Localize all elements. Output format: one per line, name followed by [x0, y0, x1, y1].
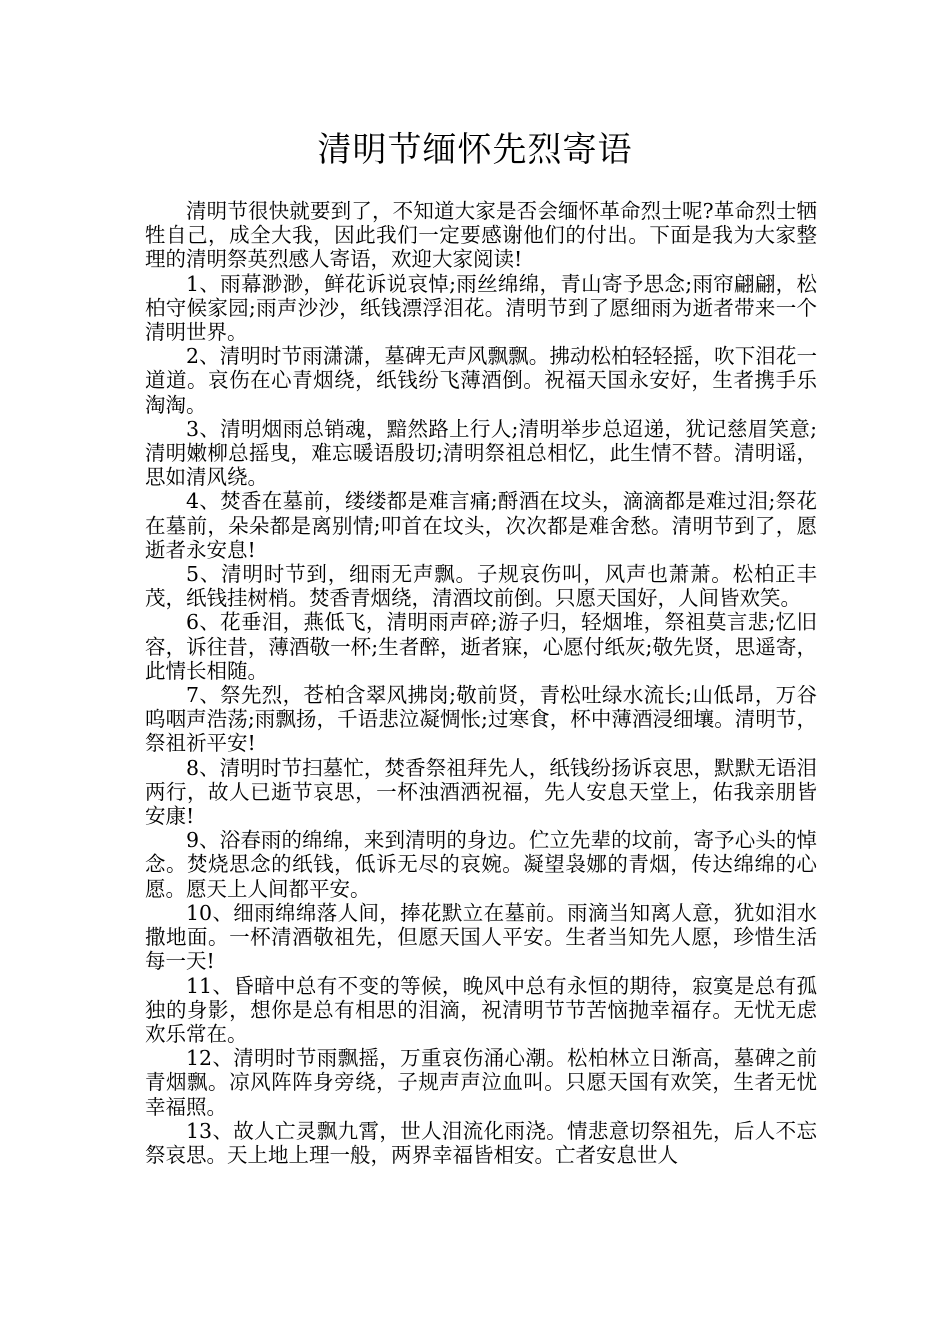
message-paragraph-2: 2、清明时节雨潇潇，墓碑无声风飘飘。拂动松柏轻轻摇，吹下泪花一道道。哀伤在心青烟绕，纸钱纷飞薄酒倒。祝福天国永安好，生者携手乐淘淘。	[145, 344, 817, 417]
message-paragraph-9: 9、浴春雨的绵绵，来到清明的身边。伫立先辈的坟前，寄予心头的悼念。焚烧思念的纸钱，低诉无尽的哀婉。凝望袅娜的青烟，传达绵绵的心愿。愿天上人间都平安。	[145, 828, 817, 901]
message-paragraph-4: 4、焚香在墓前，缕缕都是难言痛;酹酒在坟头，滴滴都是难过泪;祭花在墓前，朵朵都是离别情;叩首在坟头，次次都是难舍愁。清明节到了，愿逝者永安息!	[145, 489, 817, 562]
document-body	[145, 199, 817, 1167]
message-paragraph-8: 8、清明时节扫墓忙，焚香祭祖拜先人，纸钱纷扬诉哀思，默默无语泪两行，故人已逝节哀思，一杯浊酒洒祝福，先人安息天堂上，佑我亲朋皆安康!	[145, 755, 817, 829]
intro-paragraph: 清明节很快就要到了，不知道大家是否会缅怀革命烈士呢?革命烈士牺牲自己，成全大我，因此我们一定要感谢他们的付出。下面是我为大家整理的清明祭英烈感人寄语，欢迎大家阅读!	[145, 199, 817, 272]
message-paragraph-13: 13、故人亡灵飘九霄，世人泪流化雨浇。情悲意切祭祖先，后人不忘祭哀思。天上地上理一般，两界幸福皆相安。亡者安息世人	[145, 1118, 817, 1167]
document-title: 清明节缅怀先烈寄语	[317, 130, 633, 170]
message-paragraph-7: 7、祭先烈，苍柏含翠风拂岗;敬前贤，青松吐绿水流长;山低昂，万谷呜咽声浩荡;雨飘扬，千语悲泣凝惆怅;过寒食，杯中薄酒浸细壤。清明节，祭祖祈平安!	[145, 683, 817, 756]
message-paragraph-6: 6、花垂泪，燕低飞，清明雨声碎;游子归，轻烟堆，祭祖莫言悲;忆旧容，诉往昔，薄酒敬一杯;生者醉，逝者寐，心愿付纸灰;敬先贤，思遥寄，此情长相随。	[145, 610, 817, 683]
message-paragraph-10: 10、细雨绵绵落人间，捧花默立在墓前。雨滴当知离人意，犹如泪水撒地面。一杯清酒敬祖先，但愿天国人平安。生者当知先人愿，珍惜生活每一天!	[145, 900, 817, 974]
message-paragraph-12: 12、清明时节雨飘摇，万重哀伤涌心潮。松柏林立日渐高，墓碑之前青烟飘。凉风阵阵身旁绕，子规声声泣血叫。只愿天国有欢笑，生者无忧幸福照。	[145, 1046, 817, 1119]
message-paragraph-11: 11、昏暗中总有不变的等候，晚风中总有永恒的期待，寂寞是总有孤独的身影，想你是总有相思的泪滴，祝清明节节苦恼抛幸福存。无忧无虑欢乐常在。	[145, 973, 817, 1046]
message-paragraph-5: 5、清明时节到，细雨无声飘。子规哀伤叫，风声也萧萧。松柏正丰茂，纸钱挂树梢。焚香青烟绕，清酒坟前倒。只愿天国好，人间皆欢笑。	[145, 562, 817, 611]
message-paragraph-3: 3、清明烟雨总销魂，黯然路上行人;清明举步总迢递，犹记慈眉笑意;清明嫩柳总摇曳，难忘暖语殷切;清明祭祖总相忆，此生情不替。清明谣，思如清风绕。	[145, 416, 817, 490]
message-paragraph-1: 1、雨幕渺渺，鲜花诉说哀悼;雨丝绵绵，青山寄予思念;雨帘翩翩，松柏守候家园;雨声沙沙，纸钱漂浮泪花。清明节到了愿细雨为逝者带来一个清明世界。	[145, 271, 817, 345]
